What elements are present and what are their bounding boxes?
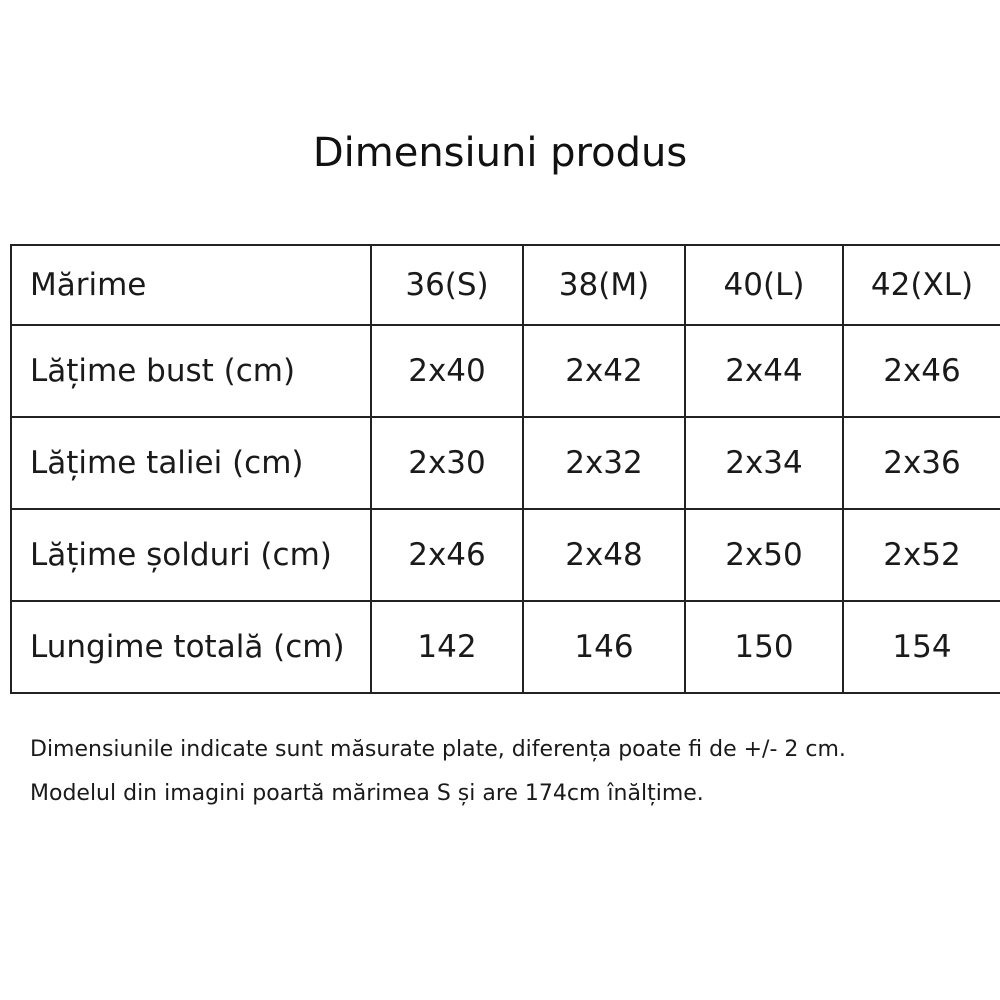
table-cell: 2x52 <box>843 509 1000 601</box>
row-label-length: Lungime totală (cm) <box>11 601 371 693</box>
table-cell: 2x46 <box>843 325 1000 417</box>
table-cell: 142 <box>371 601 523 693</box>
table-cell: 2x48 <box>523 509 685 601</box>
table-cell: 2x36 <box>843 417 1000 509</box>
row-label-hips: Lățime șolduri (cm) <box>11 509 371 601</box>
notes <box>30 728 990 816</box>
table-cell: 2x34 <box>685 417 843 509</box>
header-label-size: Mărime <box>11 245 371 325</box>
header-size-xl: 42(XL) <box>843 245 1000 325</box>
table-cell: 2x44 <box>685 325 843 417</box>
table-row-length <box>11 601 1000 693</box>
table-row-hips <box>11 509 1000 601</box>
table-row-waist <box>11 417 1000 509</box>
row-label-waist: Lățime taliei (cm) <box>11 417 371 509</box>
table-cell: 2x46 <box>371 509 523 601</box>
table-cell: 2x32 <box>523 417 685 509</box>
table-cell: 2x42 <box>523 325 685 417</box>
table-row-bust <box>11 325 1000 417</box>
row-label-bust: Lățime bust (cm) <box>11 325 371 417</box>
header-size-m: 38(M) <box>523 245 685 325</box>
note-measurement: Dimensiunile indicate sunt măsurate plate, diferența poate fi de +/- 2 cm. <box>30 737 846 762</box>
page-title: Dimensiuni produs <box>312 130 688 176</box>
table-cell: 150 <box>685 601 843 693</box>
table-cell: 154 <box>843 601 1000 693</box>
note-model: Modelul din imagini poartă mărimea S și are 174cm înălțime. <box>30 781 704 806</box>
table-cell: 2x40 <box>371 325 523 417</box>
size-table <box>10 244 1000 694</box>
header-size-s: 36(S) <box>371 245 523 325</box>
header-size-l: 40(L) <box>685 245 843 325</box>
table-cell: 146 <box>523 601 685 693</box>
table-header-row <box>11 245 1000 325</box>
table-cell: 2x50 <box>685 509 843 601</box>
table-cell: 2x30 <box>371 417 523 509</box>
